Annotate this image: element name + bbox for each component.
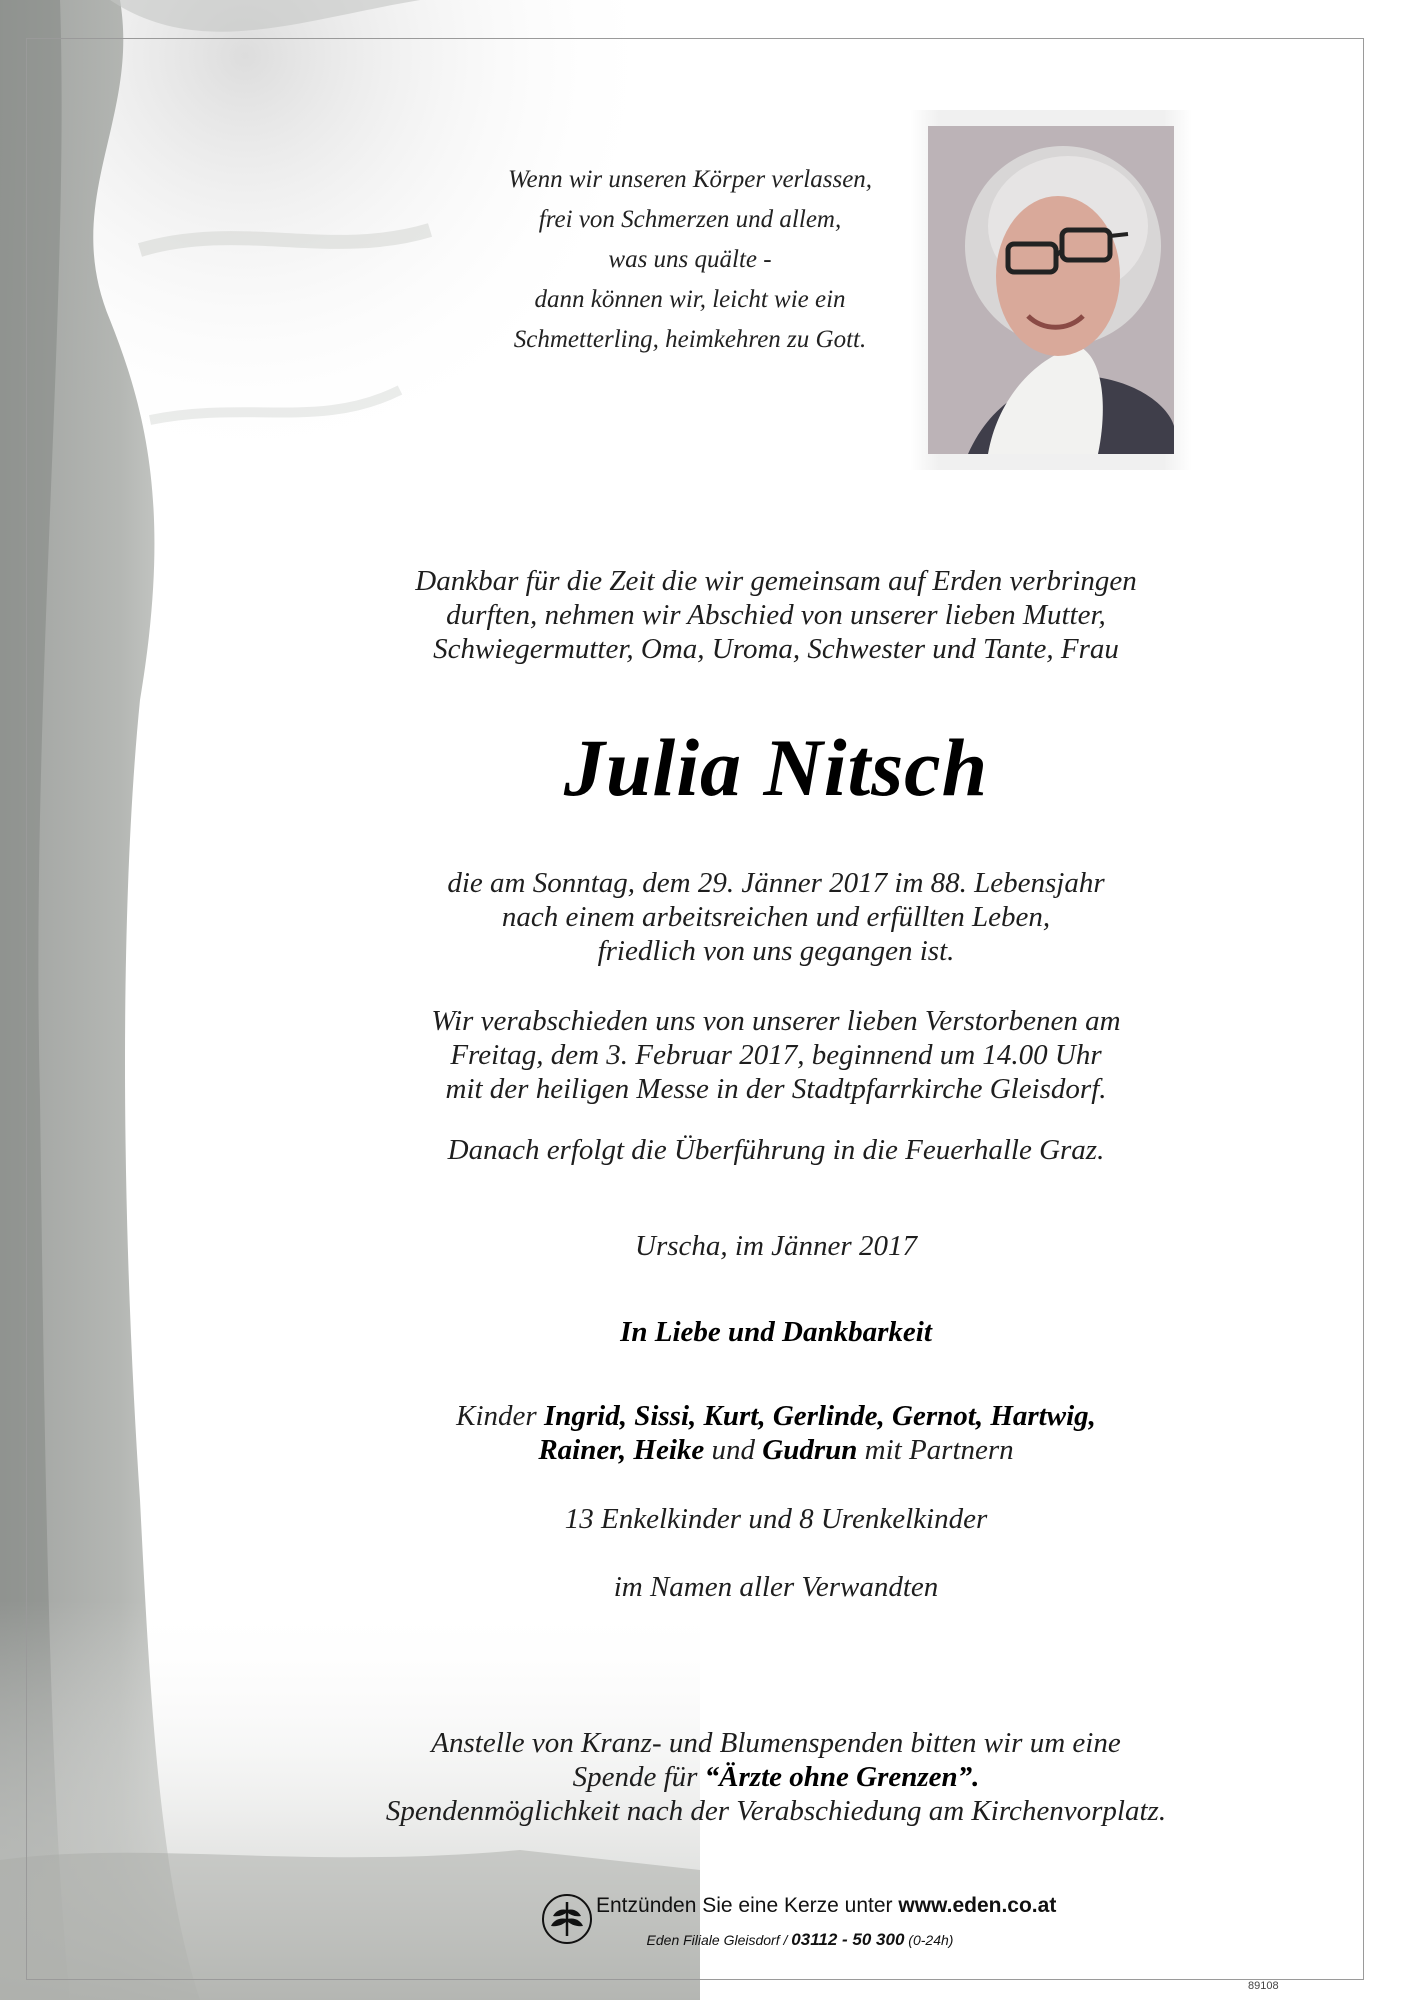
family-suffix: mit Partnern: [864, 1434, 1014, 1466]
poem-line: Wenn wir unseren Körper verlassen,: [507, 166, 873, 193]
death-line: friedlich von uns gegangen ist.: [597, 935, 955, 967]
portrait-photo: [928, 126, 1174, 454]
family-prefix: Kinder: [456, 1400, 537, 1432]
website-link[interactable]: www.eden.co.at: [898, 1894, 1057, 1917]
service-line: mit der heiligen Messe in der Stadtpfarrkirche Gleisdorf.: [445, 1073, 1107, 1105]
donation-text: [376, 1726, 1176, 1828]
poem: [440, 160, 940, 360]
greeting: In Liebe und Dankbarkeit: [620, 1316, 932, 1348]
family-connector: und: [711, 1434, 756, 1466]
deceased-name: Julia Nitsch: [563, 722, 989, 813]
intro-text: [376, 564, 1176, 666]
service-line: Freitag, dem 3. Februar 2017, beginnend um 14.00 Uhr: [450, 1039, 1102, 1071]
poem-line: frei von Schmerzen und allem,: [538, 206, 842, 233]
place-date: Urscha, im Jänner 2017: [635, 1230, 917, 1262]
donation-line: Spendenmöglichkeit nach der Verabschiedung am Kirchenvorplatz.: [385, 1795, 1167, 1827]
family-list: [376, 1399, 1176, 1467]
intro-line: Dankbar für die Zeit die wir gemeinsam auf Erden verbringen: [415, 565, 1137, 597]
relatives: im Namen aller Verwandten: [613, 1571, 939, 1603]
poem-line: Schmetterling, heimkehren zu Gott.: [513, 326, 867, 353]
poem-line: dann können wir, leicht wie ein: [534, 286, 846, 313]
death-text: [376, 866, 1176, 968]
transfer-text: Danach erfolgt die Überführung in die Feuerhalle Graz.: [447, 1134, 1105, 1166]
death-line: die am Sonntag, dem 29. Jänner 2017 im 88. Lebensjahr: [447, 867, 1105, 899]
document-code: 89108: [1248, 1980, 1279, 1992]
grandchildren: 13 Enkelkinder und 8 Urenkelkinder: [564, 1503, 988, 1535]
children-names: Ingrid, Sissi, Kurt, Gerlinde, Gernot, Hartwig,: [543, 1400, 1096, 1432]
poem-line: was uns quälte -: [608, 246, 772, 273]
donation-line: Spende für: [572, 1761, 698, 1793]
branch-contact: Eden Filiale Gleisdorf / 03112 - 50 300 (0-24h): [646, 1930, 954, 1949]
service-line: Wir verabschieden uns von unserer lieben Verstorbenen am: [431, 1005, 1121, 1037]
death-line: nach einem arbeitsreichen und erfüllten Leben,: [501, 901, 1051, 933]
children-names: Rainer, Heike: [538, 1434, 705, 1466]
charity-name: “Ärzte ohne Grenzen”.: [704, 1761, 980, 1793]
children-names: Gudrun: [762, 1434, 858, 1466]
footer: [540, 1886, 1060, 1956]
candle-link-text: Entzünden Sie eine Kerze unter www.eden.co.at: [596, 1894, 1057, 1917]
service-text: [376, 1004, 1176, 1106]
donation-line: Anstelle von Kranz- und Blumenspenden bitten wir um eine: [431, 1727, 1121, 1759]
portrait-frame: [910, 110, 1192, 470]
intro-line: durften, nehmen wir Abschied von unserer lieben Mutter,: [446, 599, 1106, 631]
phone-number: 03112 - 50 300: [791, 1930, 905, 1949]
intro-line: Schwiegermutter, Oma, Uroma, Schwester und Tante, Frau: [433, 633, 1119, 665]
